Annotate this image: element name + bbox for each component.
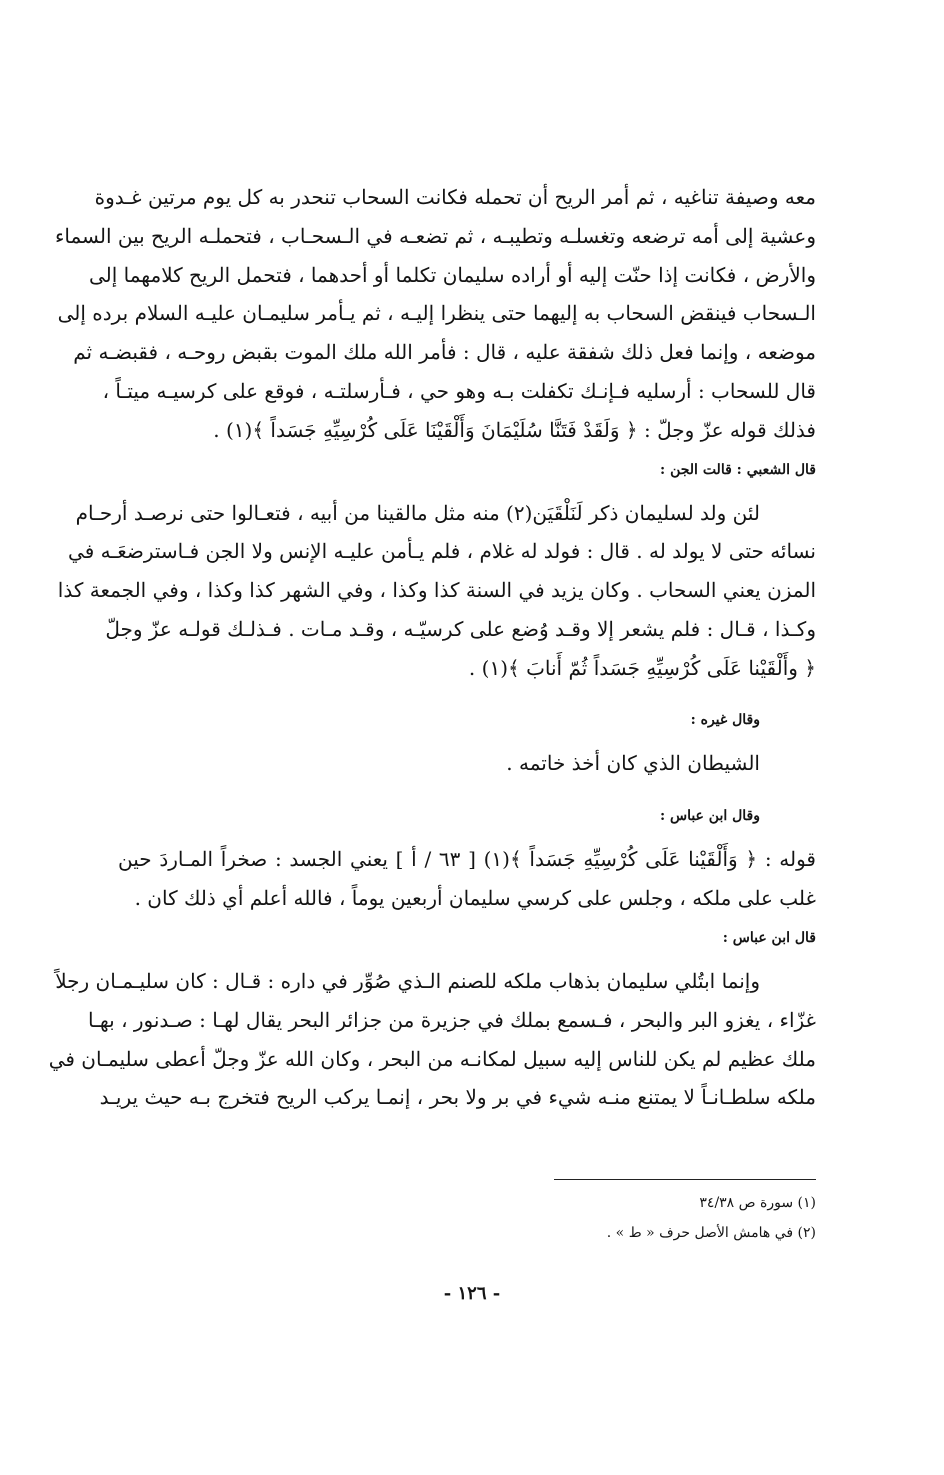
text-line: غزّاء ، يغزو البر والبحر ، فـسمع بملك في جزيرة من جزائر البحر يقال لهـا : صـدنور ، بهـا: [87, 1007, 816, 1032]
footnote-1: (١) سورة ص ٣٤/٣٨: [699, 1195, 816, 1211]
text-line: غلب على ملكه ، وجلس على كرسي سليمان أربعين يوماً ، فالله أعلم أي ذلك كان .: [134, 886, 816, 911]
paragraph-4: [118, 840, 816, 918]
text-line: معه وصيفة تناغيه ، ثم أمر الريح أن تحمله فكانت السحاب تنحدر به كل يوم مرتين غـدوة: [94, 185, 816, 209]
text-line: قال للسحاب : أرسليه فـإنـك تكفلت بـه وهو حي ، فـأرسلتـه ، فوقع على كرسيـه ميتـاً ،: [102, 378, 816, 403]
text-line: ملك عظيم لم يكن للناس إليه سبيل لمكانـه من البحر ، وكان الله عزّ وجلّ أعطى سليمـان في: [48, 1046, 816, 1071]
text-line: قوله : ﴿ وَأَلْقَيْنا عَلَى كُرْسِيِّهِ جَسَداً ﴾(١) [ ٦٣ / أ ] يعني الجسد : صخراً المـاردَ حين: [118, 847, 816, 872]
text-line: الـسحاب فينقض السحاب به إليهما حتى ينظرا إليـه ، ثم يـأمر سليمـان عليـه السلام برده إلى: [57, 301, 816, 326]
text-line: المزن يعني السحاب . وكان يزيد في السنة كذا وكذا ، وفي الشهر كذا وكذا ، وفي الجمعة كذا: [57, 578, 816, 603]
text-line: فذلك قوله عزّ وجلّ : ﴿ وَلَقَدْ فَتَنَّا سُلَيْمَانَ وَأَلْقَيْنَا عَلَى كُرْسِيِّهِ جَسَداً ﴾(١) .: [213, 417, 816, 442]
section-heading-others: وقال غيره :: [690, 711, 760, 728]
section-heading-ibn-abbas-1: وقال ابن عباس :: [659, 808, 760, 825]
text-line: وإنما ابتُلي سليمان بذهاب ملكه للصنم الـذي صُوِّر في داره : قـال : كان سليـمـان رجلاً: [55, 968, 760, 993]
footnote-divider: [554, 1179, 816, 1180]
text-line: وكـذا ، قـال : فلم يشعر إلا وقـد وُضع على كرسيّـه ، وقـد مـات . فـذلـك قولـه عزّ وجلّ: [105, 616, 816, 641]
footnotes: [416, 1188, 816, 1248]
text-line: وعشية إلى أمه ترضعه وتغسلـه وتطيبـه ، ثم تضعـه في الـسحـاب ، فتحملـه الريح بين السماء: [54, 223, 816, 248]
page-body: [48, 178, 816, 1117]
paragraph-1: [54, 178, 816, 450]
text-line: والأرض ، فكانت إذا حنّت إليه أو أراده سليمان تكلما أو أحدهما ، فتحمل الريح كلامهما إلى: [88, 262, 816, 287]
paragraph-5: [48, 962, 816, 1117]
text-line: ملكه سلطـانـاً لا يمتنع منـه شيء في بر ولا بحر ، إنمـا يركب الريح فتخرج بـه حيث يريـد: [99, 1085, 816, 1110]
section-heading-shabi: قال الشعبي : قالت الجن :: [660, 461, 816, 478]
section-heading-ibn-abbas-2: قال ابن عباس :: [722, 929, 816, 946]
paragraph-2: [57, 494, 816, 688]
footnote-2: (٢) في هامش الأصل حرف « ط » .: [606, 1225, 816, 1241]
text-line: ﴿ وأَلْقَيْنا عَلَى كُرْسِيِّهِ جَسَداً ثُمّ أَنابَ ﴾(١) .: [468, 655, 816, 680]
text-line: نسائه حتى لا يولد له . قال : فولد له غلام ، فلم يـأمن عليـه الإنس ولا الجن فـاسترضعَـه في: [68, 539, 816, 564]
paragraph-3: [118, 744, 816, 783]
text-line: لئن ولد لسليمان ذكر لَنَلْقَيَن(٢) منه مثل مالقينا من أبيه ، فتعـالوا حتى نرصـد أرحـام: [75, 500, 760, 525]
text-line: موضعه ، وإنما فعل ذلك شفقة عليه ، قال : فأمر الله ملك الموت بقبض روحـه ، فقبضـه ثم: [73, 340, 816, 365]
text-line: الشيطان الذي كان أخذ خاتمه .: [506, 750, 760, 775]
page-number: - ١٢٦ -: [443, 1283, 501, 1304]
